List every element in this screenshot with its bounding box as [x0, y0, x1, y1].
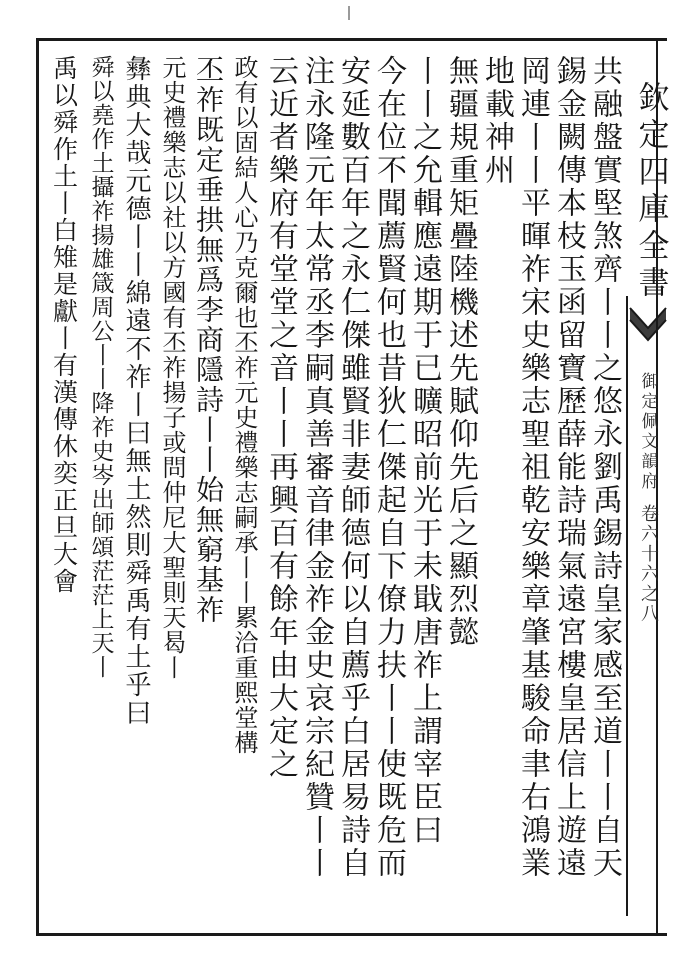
text-column-7: 今在位不聞薦賢何也昔狄仁傑起自下僚力扶丨丨使既危而: [371, 55, 406, 880]
banner-subtitle: 御定佩文韻府: [637, 372, 658, 492]
text-column-14: 彝典大哉元德丨丨綿遠不祚丨曰無土然則舜禹有土乎曰: [121, 55, 151, 727]
text-column-15: 舜以堯作土攝祚揚雄箴周公丨丨降祚史岑出師頌茫茫上天丨: [87, 55, 114, 679]
fish-tail-mark-icon: [628, 306, 668, 368]
text-column-10: 云近者樂府有堂堂之音丨丨再興百有餘年由大定之: [263, 55, 298, 781]
text-column-2: 錫金闕傳本枝玉函留寶歷薛能詩瑞氣遠宮樓皇居信上遊遠: [551, 55, 586, 880]
text-column-8: 安延數百年之永仁傑雖賢非妻師德何以自薦乎白居易詩自: [335, 55, 370, 880]
document-page: [36, 38, 667, 936]
text-column-13: 元史禮樂志以社以方國有丕祚揚子或問仲尼大聖則天曷丨: [158, 55, 186, 680]
book-title: 欽定四庫全書: [632, 81, 669, 303]
text-column-16: 禹以舜作土丨白雉是獻丨有漢傳休奕正旦大會: [49, 55, 79, 595]
text-column-3: 岡連丨丨平暉祚宋史樂志聖祖乾安樂章肇基駿命聿右鴻業: [515, 55, 550, 880]
text-column-1: 共融盤實堅煞齊丨丨之悠永劉禹錫詩皇家感至道丨丨自天: [587, 55, 622, 880]
banner-volume: 卷六十六之八: [638, 504, 659, 624]
text-column-12: 丕祚既定垂拱無爲李商隱詩丨丨始無窮基祚: [192, 55, 225, 625]
text-column-9: 注永隆元年太常丞李嗣真善審音律金祚金史哀宗紀贊丨丨: [299, 55, 334, 880]
text-column-4: 地載神州: [479, 55, 514, 187]
fish-tail-banner: [626, 296, 668, 916]
page-edge-mark: [348, 6, 350, 20]
text-column-11: 政有以固結人心乃克爾也丕祚元史禮樂志嗣承丨丨累洽重熙堂構: [230, 55, 258, 755]
text-column-6: 丨丨之允輯應遠期于已曠昭前光于未戢唐祚上謂宰臣曰: [407, 55, 442, 847]
text-column-5: 無疆規重矩疊陸機述先賦仰先后之顯烈懿: [443, 55, 478, 649]
